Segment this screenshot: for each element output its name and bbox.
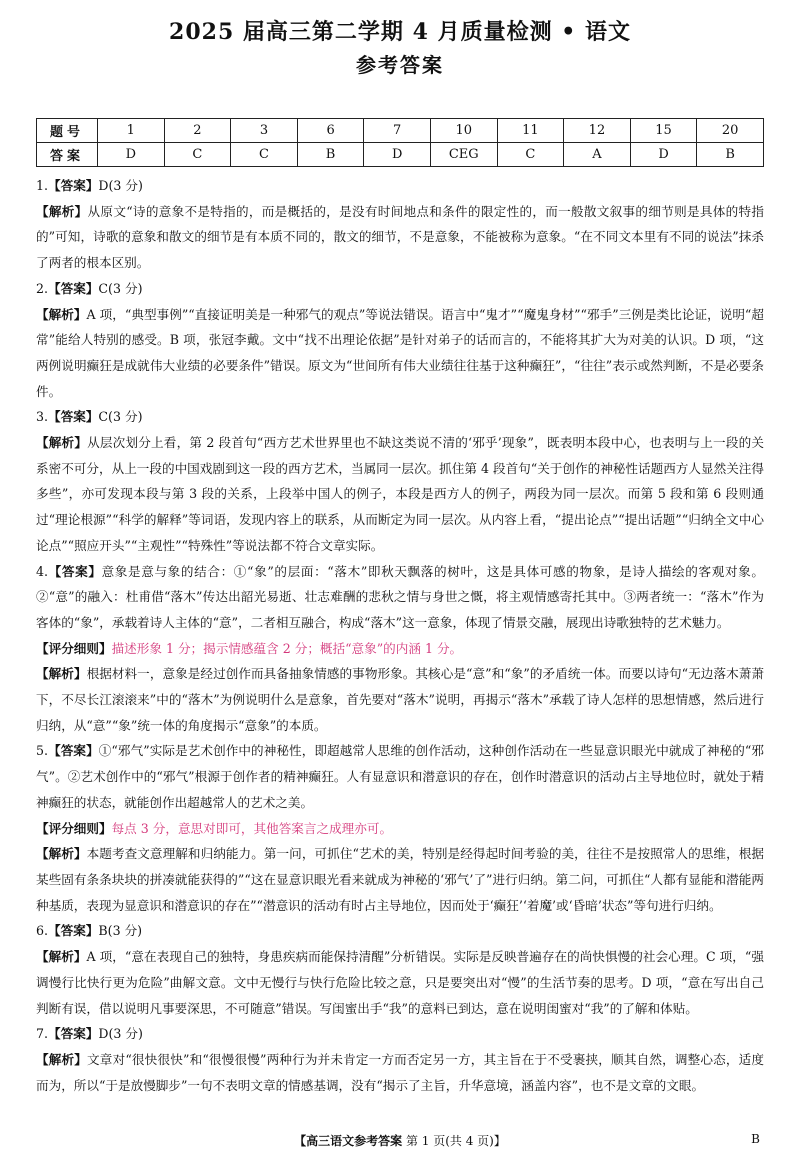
- question-number: 4.: [36, 563, 49, 579]
- version-mark: B: [751, 1132, 760, 1146]
- question-cell: 12: [564, 119, 631, 143]
- page-title: 2025 届高三第二学期 4 月质量检测 • 语文: [169, 19, 631, 45]
- section-tag: 【答案】: [48, 743, 99, 759]
- section-tag: 【评分细则】: [36, 640, 112, 656]
- explanation-paragraph: [36, 276, 764, 302]
- answer-cell: B: [697, 143, 764, 167]
- explanation-text: 本题考查文意理解和归纳能力。第一问，可抓住“艺术的美，特别是经得起时间考验的美，往往不是按照常人的思维，根据某些固有条条块块的拼凑就能获得的”“这在显意识眼光看来就成为神秘的‘邪气’了”进行归纳。第二问，可抓住“人都有显能和潜能两种基质，表现为显意识和潜意识的存在”“潜意识的活动有时占主导地位，因而处于‘癫狂’‘着魔’或‘昏暗’状态”等句进行归纳。: [36, 846, 764, 913]
- explanation-paragraph: [36, 841, 764, 918]
- section-tag: 【答案】: [48, 280, 99, 296]
- explanation-paragraph: [36, 636, 764, 662]
- question-number: 2.: [36, 280, 49, 296]
- question-cell: 20: [697, 119, 764, 143]
- explanation-paragraph: [36, 173, 764, 199]
- section-tag: 【评分细则】: [36, 820, 112, 836]
- answer-cell: C: [497, 143, 564, 167]
- footer-label: 【高三语文参考答案: [294, 1134, 403, 1148]
- explanation-paragraph: [36, 559, 764, 636]
- explanation-text: 从原文“诗的意象不是特指的，而是概括的，是没有时间地点和条件的限定性的，而一般散文叙事的细节则是具体的特指的”可知，诗歌的意象和散文的细节是有本质不同的，散文的细节，不是意象，不能被称为意象。“在不同文本里有不同的说法”抹杀了两者的根本区别。: [36, 203, 764, 271]
- answer-cell: D: [364, 143, 431, 167]
- explanation-paragraph: [36, 944, 764, 1021]
- explanation-paragraph: [36, 302, 764, 405]
- explanation-paragraph: [36, 816, 764, 842]
- explanation-paragraph: [36, 199, 764, 276]
- explanation-text: B(3 分): [98, 923, 143, 939]
- question-cell: 15: [630, 119, 697, 143]
- answer-cell: B: [297, 143, 364, 167]
- explanation-text: 意象是意与象的结合：①“象”的层面：“落木”即秋天飘落的树叶，这是具体可感的物象，是诗人描绘的客观对象。②“意”的融入：杜甫借“落木”传达出韶光易逝、壮志难酬的悲秋之情与身世之慨，将主观情感寄托其中。③两者统一：“落木”作为客体的“象”，承载着诗人主体的“意”，二者相互融合，构成“落木”这一意象，体现了情景交融，展现出诗歌独特的艺术魅力。: [36, 563, 764, 630]
- explanation-text: A 项，“意在表现自己的独特，身患疾病而能保持清醒”分析错误。实际是反映普遍存在的尚快惧慢的社会心理。C 项，“强调慢行比快行更为危险”曲解文意。文中无慢行与快行危险比较之意，只是要突出对“慢”的生活节奏的思考。D 项，“意在写出自己判断有误，借以说明凡事要深思，不可随意”错误。写闺蜜出手“我”的意料已到达，意在说明闺蜜对“我”的了解和体贴。: [36, 949, 765, 1016]
- explanation-text: 每点 3 分，意思对即可，其他答案言之成理亦可。: [111, 820, 393, 836]
- answer-cell: CEG: [430, 143, 497, 167]
- question-cell: 2: [164, 119, 231, 143]
- explanation-paragraph: [36, 1021, 764, 1047]
- section-tag: 【解析】: [36, 666, 87, 682]
- answer-table: [36, 118, 764, 167]
- footer-page: 第 1 页(共 4 页)】: [405, 1134, 506, 1148]
- section-tag: 【解析】: [36, 1051, 88, 1067]
- explanation-paragraph: [36, 738, 764, 815]
- section-tag: 【答案】: [48, 409, 99, 425]
- answer-cell: D: [98, 143, 165, 167]
- explanation-paragraph: [36, 430, 764, 559]
- explanation-text: C(3 分): [98, 280, 143, 296]
- explanation-text: C(3 分): [98, 409, 143, 425]
- answer-cell: C: [164, 143, 231, 167]
- question-cell: 7: [364, 119, 431, 143]
- answer-cell: C: [231, 143, 298, 167]
- explanation-text: ①“邪气”实际是艺术创作中的神秘性，即超越常人思维的创作活动，这种创作活动在一些显意识眼光中就成了神秘的“邪气”。②艺术创作中的“邪气”根源于创作者的精神癫狂。人有显意识和潜意识的存在，创作时潜意识的活动占主导地位时，就处于精神癫狂的状态，就能创作出超越常人的艺术之美。: [36, 743, 764, 810]
- section-tag: 【解析】: [36, 435, 88, 451]
- explanation-text: 根据材料一，意象是经过创作而具备抽象情感的事物形象。其核心是“意”和“象”的矛盾统一体。而要以诗句“无边落木萧萧下，不尽长江滚滚来”中的“落木”为例说明什么是意象，首先要对“落木”说明，再揭示“落木”承载了诗人怎样的思想情感，然后进行归纳，从“意”“象”统一体的角度揭示“意象”的本质。: [36, 666, 764, 733]
- answer-cell: A: [564, 143, 631, 167]
- row-label-question: 题号: [37, 119, 98, 143]
- section-tag: 【答案】: [48, 1026, 99, 1042]
- section-tag: 【答案】: [48, 178, 99, 193]
- question-number: 5.: [36, 743, 49, 759]
- question-number: 6.: [36, 923, 49, 939]
- explanations: [36, 173, 764, 1098]
- question-cell: 3: [231, 119, 298, 143]
- explanation-text: D(3 分): [98, 1026, 143, 1042]
- section-tag: 【解析】: [36, 846, 87, 862]
- explanation-text: 描述形象 1 分；揭示情感蕴含 2 分；概括“意象”的内涵 1 分。: [111, 640, 463, 656]
- explanation-paragraph: [36, 918, 764, 944]
- explanation-text: A 项，“典型事例”“直接证明美是一种邪气的观点”等说法错误。语言中“鬼才”“魔鬼身材”“邪手”三例是类比论证，说明“超常”能给人特别的感受。B 项，张冠李戴。文中“找不出理论依据”是针对弟子的话而言的，不能将其扩大为对美的认识。D 项，“这两例说明癫狂是成就伟大业绩的必要条件”错误。原文为“世间所有伟大业绩往往基于这种癫狂”，“往往”表示或然判断，不是必要条件。: [36, 306, 765, 399]
- section-tag: 【答案】: [48, 563, 102, 579]
- question-number: 1.: [36, 178, 49, 193]
- question-cell: 11: [497, 119, 564, 143]
- question-cell: 1: [98, 119, 165, 143]
- explanation-paragraph: [36, 1047, 764, 1098]
- explanation-text: 文章对“很快很快”和“很慢很慢”两种行为并未肯定一方而否定另一方，其主旨在于不受裹挟，顺其自然，调整心态，适度而为，所以“于是放慢脚步”一句不表明文章的情感基调，没有“揭示了主旨，升华意境，涵盖内容”，也不是文章的文眼。: [36, 1051, 764, 1093]
- section-tag: 【解析】: [36, 949, 87, 965]
- question-number: 3.: [36, 409, 49, 425]
- answer-row: [37, 143, 764, 167]
- question-cell: 6: [297, 119, 364, 143]
- page-subtitle: 参考答案: [356, 53, 444, 77]
- explanation-text: D(3 分): [98, 178, 143, 193]
- row-label-answer: 答案: [37, 143, 98, 167]
- question-cell: 10: [430, 119, 497, 143]
- explanation-paragraph: [36, 404, 764, 430]
- question-number: 7.: [36, 1026, 49, 1042]
- answer-cell: D: [630, 143, 697, 167]
- page-footer: [0, 1132, 800, 1149]
- explanation-text: 从层次划分上看，第 2 段首句“西方艺术世界里也不缺这类说不清的‘邪乎’现象”，既表明本段中心，也表明与上一段的关系密不可分，从上一段的中国戏剧到这一段的西方艺术，当属同一层次。抓住第 4 段首句“关于创作的神秘性话题西方人显然关注得多些”，亦可发现本段与第 3 段的关系，上段举中国人的例子，本段是西方人的例子，两段为同一层次。而第 5 段和第 6 段则通过“理论根源”“科学的解释”等词语，发现内容上的联系，从而断定为同一层次。从内容上看，“提出论点”“提出话题”“归纳全文中心论点”“照应开头”“主观性”“特殊性”等说法都不符合文章实际。: [36, 435, 764, 553]
- explanation-paragraph: [36, 661, 764, 738]
- section-tag: 【解析】: [36, 306, 87, 322]
- section-tag: 【解析】: [36, 203, 88, 219]
- section-tag: 【答案】: [48, 923, 99, 939]
- question-number-row: [37, 119, 764, 143]
